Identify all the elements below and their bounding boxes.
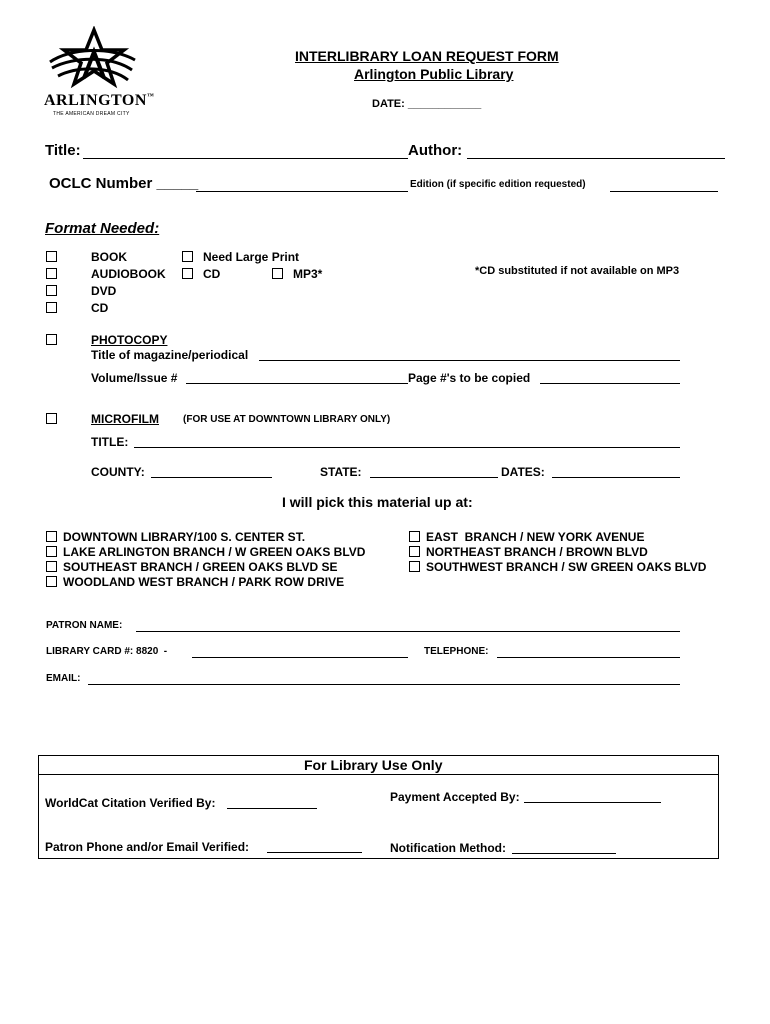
- dates-label: DATES:: [501, 465, 545, 479]
- audio-cd-checkbox[interactable]: [182, 268, 193, 279]
- book-checkbox[interactable]: [46, 251, 57, 262]
- book-label: BOOK: [91, 250, 127, 264]
- patron-verified-field[interactable]: [267, 852, 362, 853]
- mp3-label: MP3*: [293, 267, 323, 281]
- pickup-east-checkbox[interactable]: [409, 531, 420, 542]
- patron-name-label: PATRON NAME:: [46, 620, 123, 631]
- audio-cd-label: CD: [203, 267, 221, 281]
- oclc-label-text: OCLC Number: [49, 175, 153, 192]
- microfilm-title-field[interactable]: [134, 447, 680, 448]
- microfilm-title-label: TITLE:: [91, 435, 129, 449]
- oclc-label-underscore: _____: [156, 175, 199, 192]
- state-field[interactable]: [370, 477, 498, 478]
- pages-label: Page #'s to be copied: [408, 371, 531, 385]
- large-print-checkbox[interactable]: [182, 251, 193, 262]
- payment-label: Payment Accepted By:: [390, 790, 520, 804]
- payment-field[interactable]: [524, 802, 661, 803]
- pickup-east-label: EAST BRANCH / NEW YORK AVENUE: [426, 530, 645, 544]
- title-label: Title:: [45, 142, 81, 159]
- pickup-lake-arlington-label: LAKE ARLINGTON BRANCH / W GREEN OAKS BLVD: [63, 545, 366, 559]
- notification-label: Notification Method:: [390, 841, 506, 855]
- pickup-northeast-label: NORTHEAST BRANCH / BROWN BLVD: [426, 545, 648, 559]
- patron-name-field[interactable]: [136, 631, 680, 632]
- notification-field[interactable]: [512, 853, 616, 854]
- volume-label: Volume/Issue #: [91, 371, 178, 385]
- pickup-woodland-west-label: WOODLAND WEST BRANCH / PARK ROW DRIVE: [63, 575, 345, 589]
- title-field[interactable]: [83, 158, 408, 159]
- trademark-mark: ™: [146, 92, 155, 100]
- pickup-southeast-checkbox[interactable]: [46, 561, 57, 572]
- pickup-southwest-checkbox[interactable]: [409, 561, 420, 572]
- edition-field[interactable]: [610, 191, 718, 192]
- worldcat-field[interactable]: [227, 808, 317, 809]
- photocopy-label: PHOTOCOPY: [91, 333, 168, 347]
- form-subtitle: Arlington Public Library: [354, 66, 514, 82]
- pickup-southwest-label: SOUTHWEST BRANCH / SW GREEN OAKS BLVD: [426, 560, 707, 574]
- library-card-label: LIBRARY CARD #: 8820 -: [46, 646, 168, 657]
- dates-field[interactable]: [552, 477, 680, 478]
- audiobook-label: AUDIOBOOK: [91, 267, 166, 281]
- format-heading: Format Needed:: [45, 220, 160, 237]
- pages-field[interactable]: [540, 383, 680, 384]
- form-title: INTERLIBRARY LOAN REQUEST FORM: [295, 48, 559, 64]
- dvd-label: DVD: [91, 284, 117, 298]
- county-field[interactable]: [151, 477, 272, 478]
- author-field[interactable]: [467, 158, 725, 159]
- email-label: EMAIL:: [46, 673, 81, 684]
- mp3-checkbox[interactable]: [272, 268, 283, 279]
- large-print-label: Need Large Print: [203, 250, 300, 264]
- magazine-field[interactable]: [259, 360, 680, 361]
- microfilm-checkbox[interactable]: [46, 413, 57, 424]
- pickup-lake-arlington-checkbox[interactable]: [46, 546, 57, 557]
- star-logo-icon: [40, 26, 150, 94]
- library-use-heading: For Library Use Only: [304, 757, 443, 773]
- oclc-label: [49, 175, 198, 192]
- photocopy-checkbox[interactable]: [46, 334, 57, 345]
- audiobook-checkbox[interactable]: [46, 268, 57, 279]
- oclc-field[interactable]: [196, 191, 408, 192]
- author-label: Author:: [408, 142, 463, 159]
- pickup-heading: I will pick this material up at:: [282, 494, 473, 510]
- date-label: DATE: ____________: [372, 98, 482, 110]
- microfilm-note: (FOR USE AT DOWNTOWN LIBRARY ONLY): [183, 414, 391, 425]
- cd-substitution-note: *CD substituted if not available on MP3: [475, 265, 680, 277]
- cd-checkbox[interactable]: [46, 302, 57, 313]
- email-field[interactable]: [88, 684, 680, 685]
- arlington-logo: [40, 26, 155, 118]
- volume-field[interactable]: [186, 383, 408, 384]
- microfilm-label: MICROFILM: [91, 412, 159, 426]
- logo-text: ARLINGTON: [44, 92, 147, 109]
- worldcat-label: WorldCat Citation Verified By:: [45, 796, 216, 810]
- pickup-northeast-checkbox[interactable]: [409, 546, 420, 557]
- magazine-label: Title of magazine/periodical: [91, 348, 249, 362]
- telephone-field[interactable]: [497, 657, 680, 658]
- library-use-divider: [39, 774, 718, 775]
- pickup-downtown-checkbox[interactable]: [46, 531, 57, 542]
- county-label: COUNTY:: [91, 465, 145, 479]
- cd-label: CD: [91, 301, 109, 315]
- logo-tagline: THE AMERICAN DREAM CITY: [53, 111, 130, 117]
- state-label: STATE:: [320, 465, 362, 479]
- pickup-woodland-west-checkbox[interactable]: [46, 576, 57, 587]
- library-card-field[interactable]: [192, 657, 408, 658]
- dvd-checkbox[interactable]: [46, 285, 57, 296]
- edition-label: Edition (if specific edition requested): [410, 179, 586, 190]
- pickup-downtown-label: DOWNTOWN LIBRARY/100 S. CENTER ST.: [63, 530, 306, 544]
- telephone-label: TELEPHONE:: [424, 646, 489, 657]
- pickup-southeast-label: SOUTHEAST BRANCH / GREEN OAKS BLVD SE: [63, 560, 338, 574]
- patron-verified-label: Patron Phone and/or Email Verified:: [45, 840, 250, 854]
